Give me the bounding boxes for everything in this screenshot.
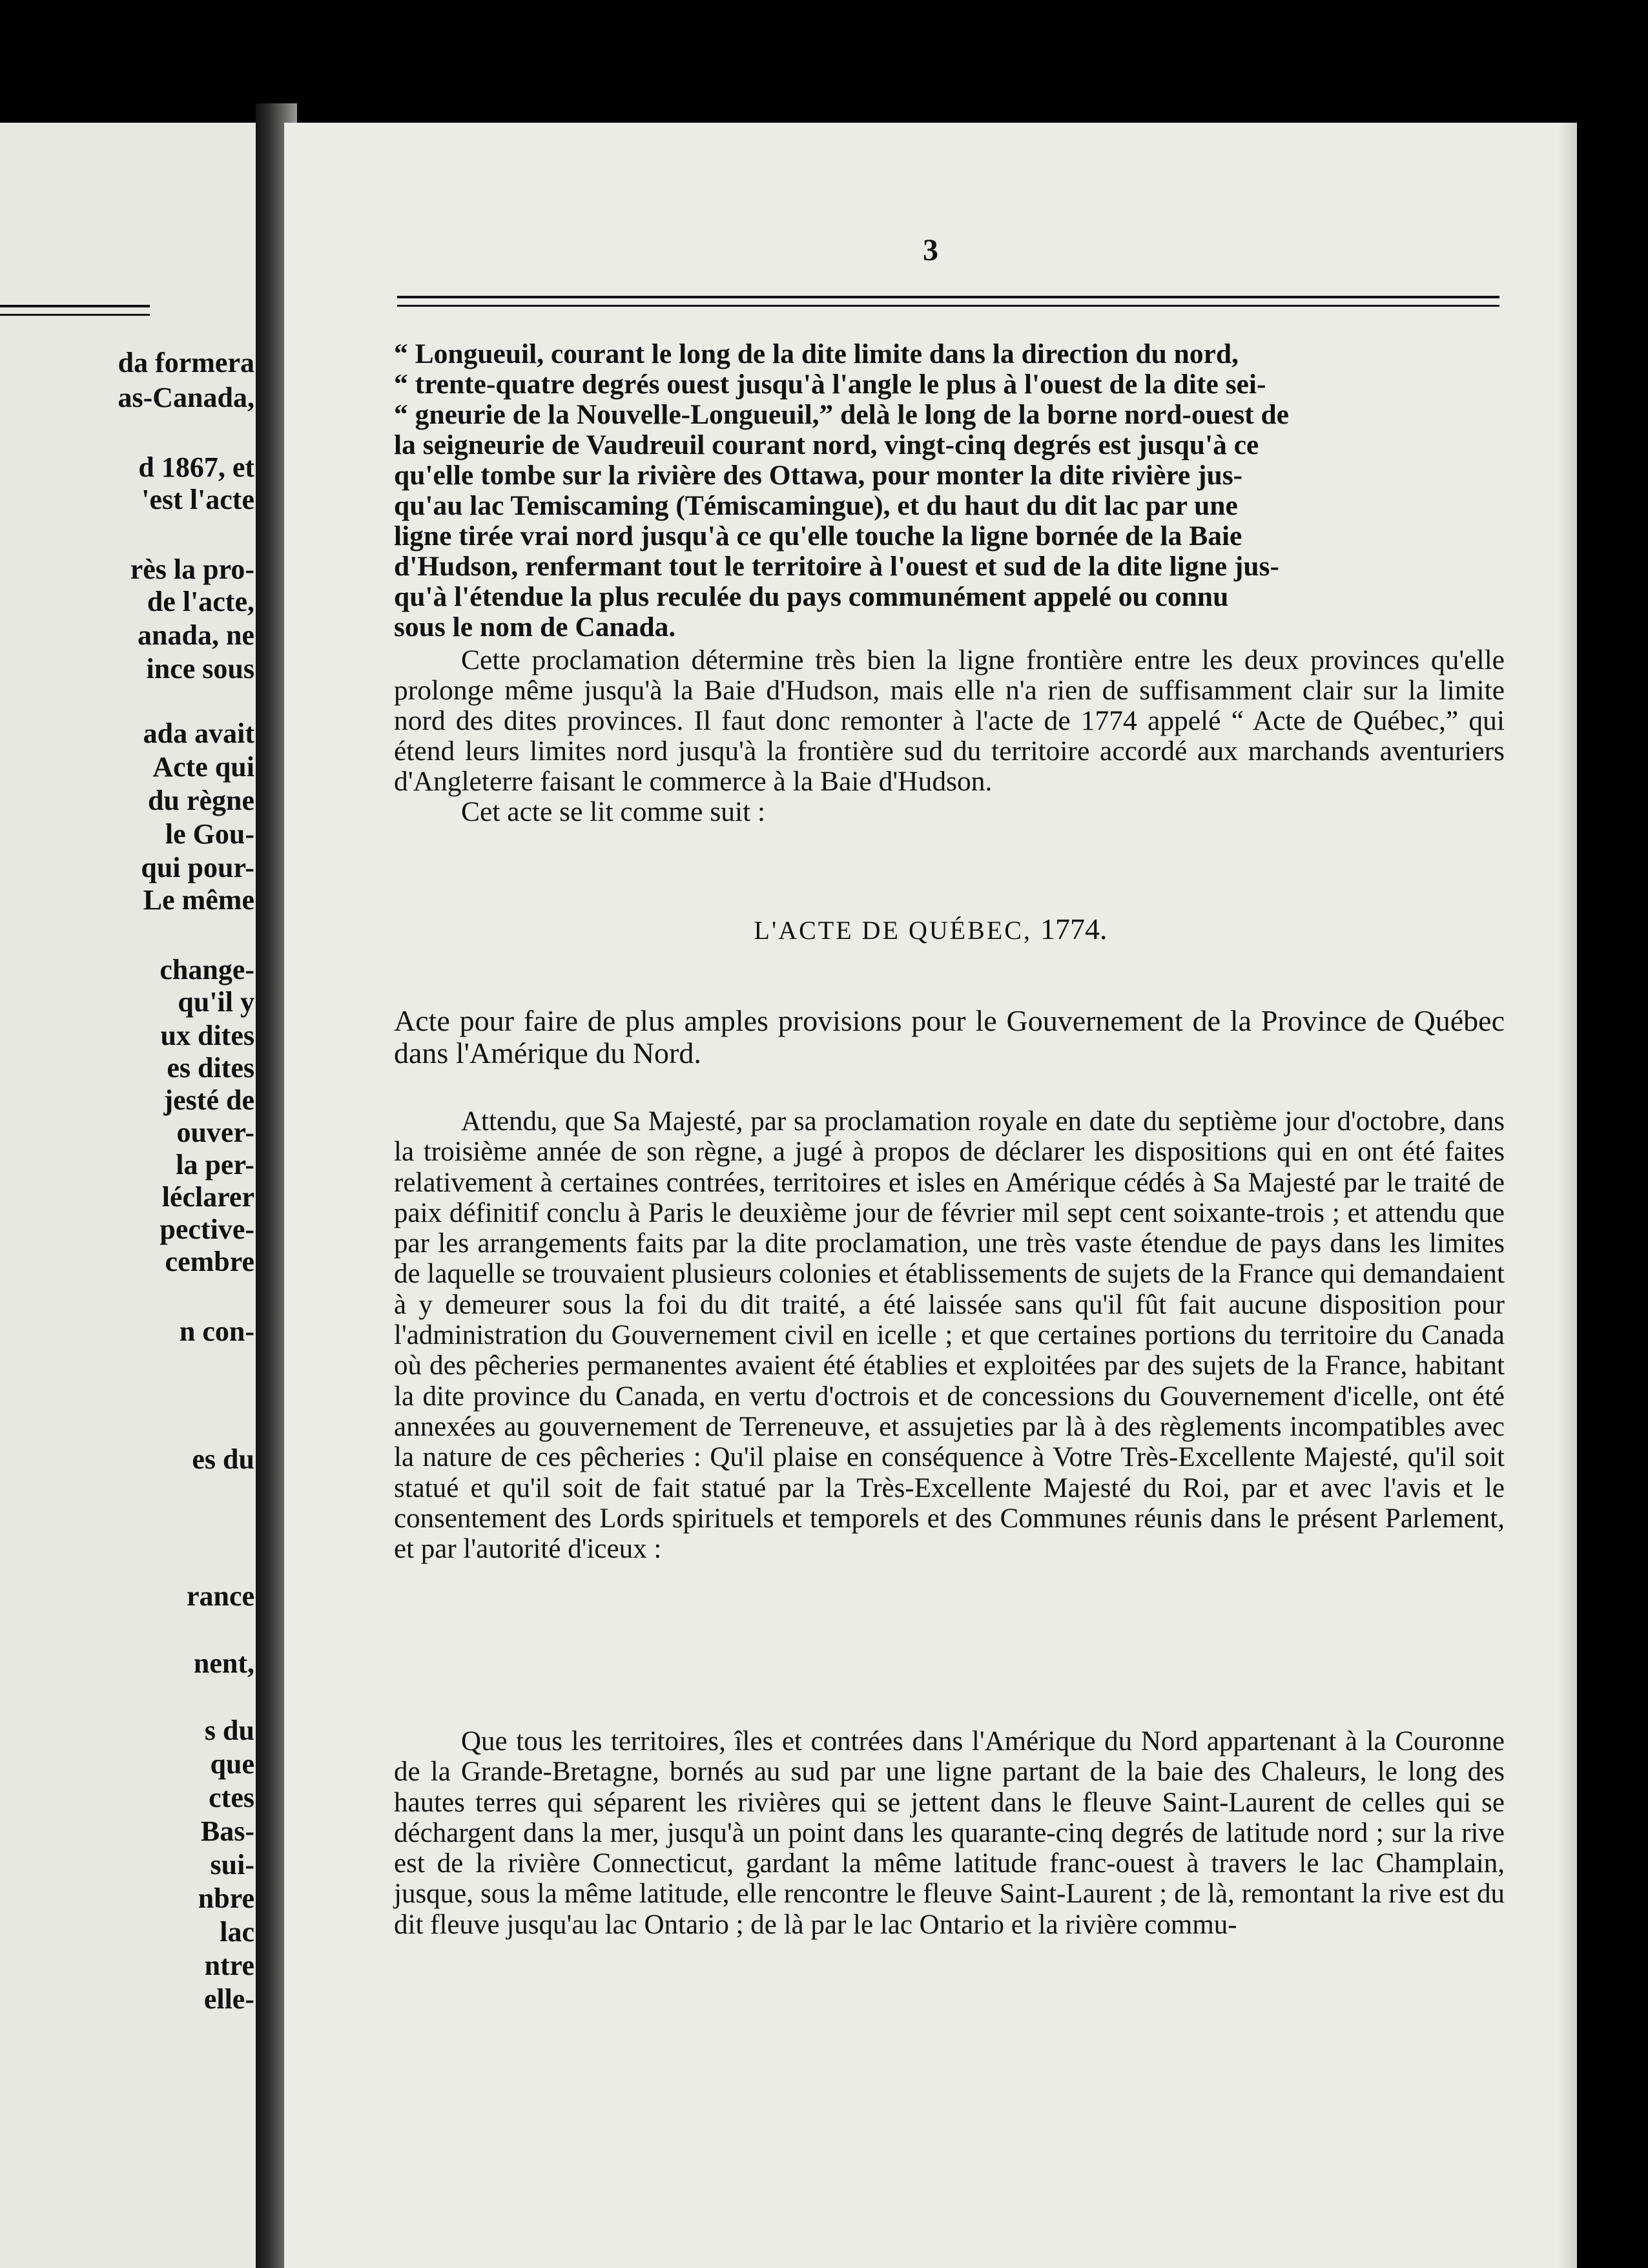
section-heading-year: 1774. bbox=[1040, 912, 1107, 945]
left-line: es du bbox=[192, 1443, 254, 1475]
left-line: le Gou- bbox=[165, 818, 254, 850]
left-line: qu'il y bbox=[178, 986, 254, 1018]
left-line: jesté de bbox=[163, 1084, 254, 1116]
left-line: ouver- bbox=[176, 1117, 254, 1148]
left-line: ux dites bbox=[160, 1020, 254, 1051]
left-line: léclarer bbox=[161, 1181, 254, 1213]
left-line: de l'acte, bbox=[147, 586, 254, 617]
left-line: nbre bbox=[198, 1882, 254, 1914]
section-heading-title: L'ACTE DE QUÉBEC, bbox=[754, 916, 1032, 945]
paragraph-attendu: Attendu, que Sa Majesté, par sa proclamation royale en date du septième jour d'octobre, dans la troisième année de son règne, a jugé à propos de déclarer les dispositions qui en ont été faites relativement à certaines contrées, territoires et isles en Amérique cédés à Sa Majesté par le traité de paix définitif conclu à Paris le deuxième jour de février mil sept cent soixante-trois ; et attendu que par les arrangements faits par la dite proclamation, une très vaste étendue de pays dans les limites de laquelle se trouvaient plusieurs colonies et établissements de sujets de la France qui demandaient à y demeurer sous la foi du dit traité, a été laissée sans qu'il fût fait aucune disposition pour l'administration du Gouvernement civil en icelle ; et que certaines portions du territoire du Canada où des pêcheries permanentes avaient été établies et exploitées par des sujets de la France, habitant la dite province du Canada, en vertu d'octrois et de concessions du Gouvernement d'icelle, ont été annexées au gouvernement de Terreneuve, et assujeties par là à des règlements incompatibles avec la nature de ces pêcheries : Qu'il plaise en conséquence à Votre Très-Excellente Majesté, qu'il soit statué et qu'il soit de fait statué par la Très-Excellente Majesté du Roi, par et avec l'avis et le consentement des Lords spirituels et temporels et des Communes réunis dans le présent Parlement, et par l'autorité d'iceux : bbox=[394, 1106, 1505, 1565]
quote-line: “ gneurie de la Nouvelle-Longueuil,” delà le long de la borne nord-ouest de bbox=[394, 399, 1289, 430]
left-line: d 1867, et bbox=[138, 451, 254, 483]
left-page-fragment bbox=[0, 123, 258, 2268]
quote-line: qu'à l'étendue la plus reculée du pays communément appelé ou connu bbox=[394, 581, 1229, 612]
quote-line: “ trente-quatre degrés ouest jusqu'à l'angle le plus à l'ouest de la dite sei- bbox=[394, 369, 1266, 400]
page-number: 3 bbox=[923, 233, 938, 267]
left-line: lac bbox=[220, 1916, 254, 1948]
left-line: la per- bbox=[176, 1149, 254, 1180]
left-line: da formera bbox=[118, 347, 254, 378]
paragraph-proclamation: Cette proclamation détermine très bien la ligne frontière entre les deux provinces qu'elle prolonge même jusqu'à la Baie d'Hudson, mais elle n'a rien de suffisamment clair sur la limite nord des dites provinces. Il faut donc remonter à l'acte de 1774 appelé “ Acte de Québec,” qui étend leurs limites nord jusqu'à la frontière sud du territoire accordé aux marchands aventuriers d'Angleterre faisant le commerce à la Baie d'Hudson. bbox=[394, 644, 1505, 797]
left-line: qui pour- bbox=[141, 852, 254, 883]
left-line: s du bbox=[204, 1715, 254, 1746]
left-line: anada, ne bbox=[138, 619, 254, 651]
left-line: que bbox=[210, 1748, 254, 1780]
page-edge-shadow bbox=[1558, 123, 1577, 2268]
quoted-boundary-description bbox=[394, 339, 1505, 643]
left-line: rès la pro- bbox=[130, 553, 254, 585]
left-line: Acte qui bbox=[152, 751, 254, 783]
left-line: ada avait bbox=[143, 717, 254, 749]
quote-line: la seigneurie de Vaudreuil courant nord, vingt-cinq degrés est jusqu'à ce bbox=[394, 429, 1259, 460]
section-heading bbox=[284, 912, 1577, 946]
left-page-rule-bottom bbox=[0, 314, 150, 316]
left-line: cembre bbox=[165, 1246, 254, 1277]
left-line: pective- bbox=[160, 1213, 254, 1245]
left-line: elle- bbox=[203, 1983, 254, 2015]
quote-line: qu'elle tombe sur la rivière des Ottawa, pour monter la dite rivière jus- bbox=[394, 460, 1243, 491]
act-title: Acte pour faire de plus amples provisions pour le Gouvernement de la Province de Québec dans l'Amérique du Nord. bbox=[394, 1004, 1505, 1069]
quote-line: d'Hudson, renfermant tout le territoire à l'ouest et sud de la dite ligne jus- bbox=[394, 551, 1279, 582]
paragraph-act-intro: Cet acte se lit comme suit : bbox=[461, 796, 766, 827]
left-page-rule-top bbox=[0, 305, 150, 307]
left-line: Le même bbox=[143, 884, 254, 916]
main-page bbox=[284, 123, 1577, 2268]
left-line: 'est l'acte bbox=[141, 484, 254, 515]
quote-line: qu'au lac Temiscaming (Témiscamingue), et du haut du dit lac par une bbox=[394, 490, 1238, 521]
paragraph-que: Que tous les territoires, îles et contrées dans l'Amérique du Nord appartenant à la Couronne de la Grande-Bretagne, bornés au sud par une ligne partant de la baie des Chaleurs, le long des hautes terres qui séparent les rivières qui se jettent dans le fleuve Saint-Laurent de celles qui se déchargent dans la mer, jusqu'à un point dans les quarante-cinq degrés de latitude nord ; sur la rive est de la rivière Connecticut, gardant la même latitude franc-ouest à travers le lac Champlain, jusque, sous la même latitude, elle rencontre le fleuve Saint-Laurent ; de là, remontant la rive est du dit fleuve jusqu'au lac Ontario ; de là par le lac Ontario et la rivière commu- bbox=[394, 1726, 1505, 1940]
left-line: du règne bbox=[148, 785, 254, 816]
left-line: as-Canada, bbox=[118, 382, 254, 413]
left-line: nent, bbox=[193, 1647, 254, 1679]
left-line: ince sous bbox=[146, 653, 254, 685]
quote-line: sous le nom de Canada. bbox=[394, 612, 676, 643]
header-rule-top bbox=[397, 296, 1499, 298]
left-line: ntre bbox=[204, 1950, 254, 1981]
left-line: ctes bbox=[209, 1782, 254, 1813]
left-line: n con- bbox=[179, 1315, 254, 1347]
quote-line: “ Longueuil, courant le long de la dite limite dans la direction du nord, bbox=[394, 338, 1239, 369]
left-line: Bas- bbox=[200, 1815, 254, 1847]
quote-line: ligne tirée vrai nord jusqu'à ce qu'elle touche la ligne bornée de la Baie bbox=[394, 521, 1242, 552]
left-line: change- bbox=[160, 954, 254, 985]
left-line: rance bbox=[186, 1580, 254, 1612]
left-line: sui- bbox=[210, 1849, 254, 1881]
left-line: es dites bbox=[167, 1052, 254, 1084]
header-rule-bottom bbox=[397, 305, 1499, 307]
